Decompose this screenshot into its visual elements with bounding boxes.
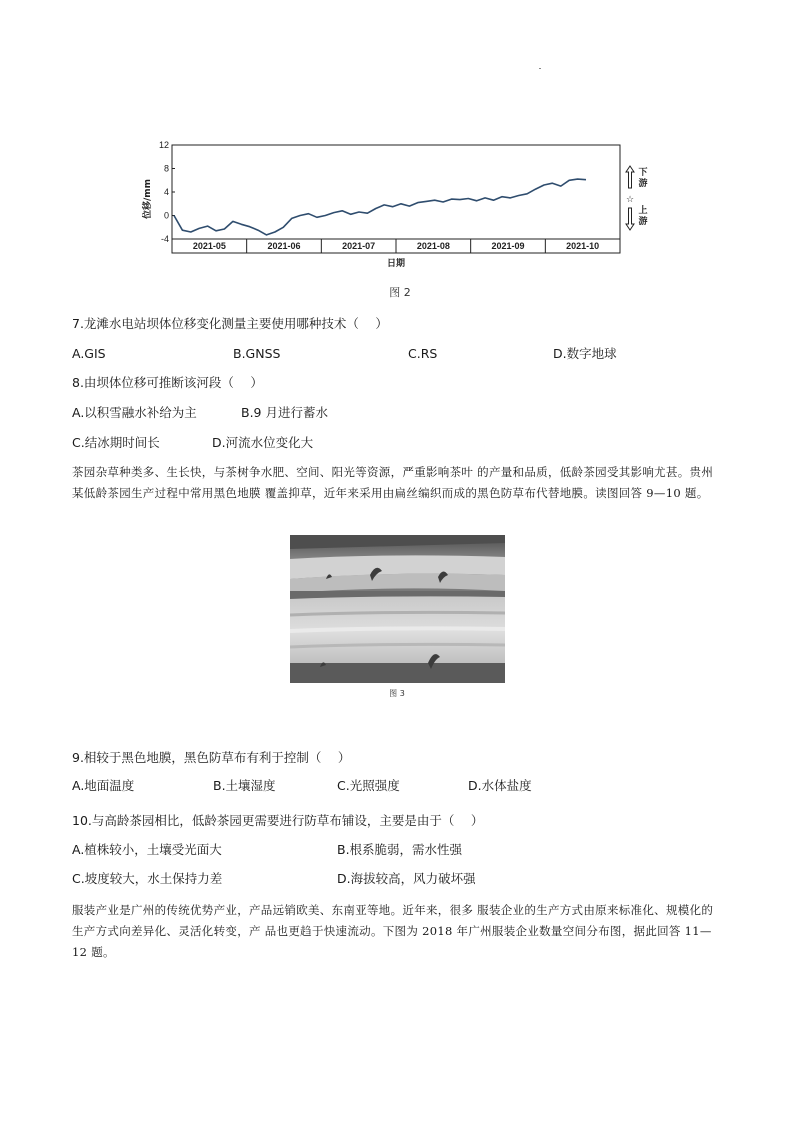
y-tick-label: 4 [163, 187, 169, 197]
q7-stem: 7.龙滩水电站坝体位移变化测量主要使用哪种技术（ ） [72, 316, 388, 331]
tea-garden-photo [290, 535, 505, 683]
y-tick-label: 8 [163, 163, 169, 174]
star-icon: ☆ [625, 195, 635, 205]
q10-option-d: D.海拔较高，风力破坏强 [337, 871, 476, 886]
y-tick-label: -4 [160, 234, 169, 244]
passage-guangzhou-garment: 服装产业是广州的传统优势产业，产品远销欧美、东南亚等地。近年来，很多 服装企业的生产方式由原来标准化、规模化的生产方式向差异化、灵活化转变，产 品也更趋于快速流动。下图为 2018 年广州服装企业数量空间分布图，据此回答 11— 12 题。 [72, 903, 714, 959]
q8-option-c: C.结冰期时间长 [72, 435, 160, 450]
q7-option-a: A.GIS [72, 346, 106, 361]
downstream-label-1: 下 [638, 168, 648, 178]
plot-frame [172, 145, 620, 253]
x-category-label: 2021-10 [566, 241, 600, 251]
x-axis-label: 日期 [386, 259, 406, 269]
q7-option-d: D.数字地球 [553, 346, 617, 361]
q9-option-c: C.光照强度 [337, 778, 400, 793]
flow-direction-indicator [626, 166, 648, 230]
x-category-label: 2021-09 [491, 241, 525, 251]
downstream-label-2: 游 [638, 179, 648, 189]
down-arrow-icon [626, 208, 634, 230]
q8-stem: 8.由坝体位移可推断该河段（ ） [72, 375, 263, 390]
q8-option-a: A.以积雪融水补给为主 [72, 405, 197, 420]
x-category-label: 2021-07 [342, 241, 376, 251]
scan-speck [539, 68, 541, 69]
q8-option-d: D.河流水位变化大 [212, 435, 314, 450]
x-category-label: 2021-08 [416, 241, 450, 251]
q9-option-a: A.地面温度 [72, 778, 135, 793]
up-arrow-icon [626, 166, 634, 188]
x-category-label: 2021-06 [267, 241, 301, 251]
figure3-caption: 图 3 [389, 689, 405, 698]
q7-option-b: B.GNSS [233, 346, 281, 361]
y-tick-label: 12 [158, 140, 169, 150]
displacement-series-line [174, 179, 586, 235]
q9-option-d: D.水体盐度 [468, 778, 532, 793]
q10-option-a: A.植株较小，土壤受光面大 [72, 842, 222, 857]
q9-stem: 9.相较于黑色地膜，黑色防草布有利于控制（ ） [72, 750, 351, 765]
displacement-chart [138, 136, 658, 272]
q10-stem: 10.与高龄茶园相比，低龄茶园更需要进行防草布铺设，主要是由于（ ） [72, 813, 484, 828]
q9-option-b: B.土壤湿度 [213, 778, 276, 793]
y-tick-label: 0 [163, 210, 169, 221]
q10-option-b: B.根系脆弱，需水性强 [337, 842, 463, 857]
q8-option-b: B.9 月进行蓄水 [241, 405, 328, 420]
q7-option-c: C.RS [408, 346, 438, 361]
q10-option-c: C.坡度较大，水土保持力差 [72, 871, 223, 886]
passage-tea-garden: 茶园杂草种类多、生长快，与茶树争水肥、空间、阳光等资源，严重影响茶叶 的产量和品质，低龄茶园受其影响尤甚。贵州某低龄茶园生产过程中常用黑色地膜 覆盖抑草，近年来采用由扁丝编织而成的黑色防草布代替地膜。读图回答 9—10 题。 [72, 465, 714, 500]
y-axis-label: 位移/mm [143, 178, 153, 220]
x-category-label: 2021-05 [192, 241, 226, 251]
upstream-label-1: 上 [638, 206, 648, 216]
upstream-label-2: 游 [638, 217, 648, 227]
figure2-caption: 图 2 [389, 286, 411, 299]
